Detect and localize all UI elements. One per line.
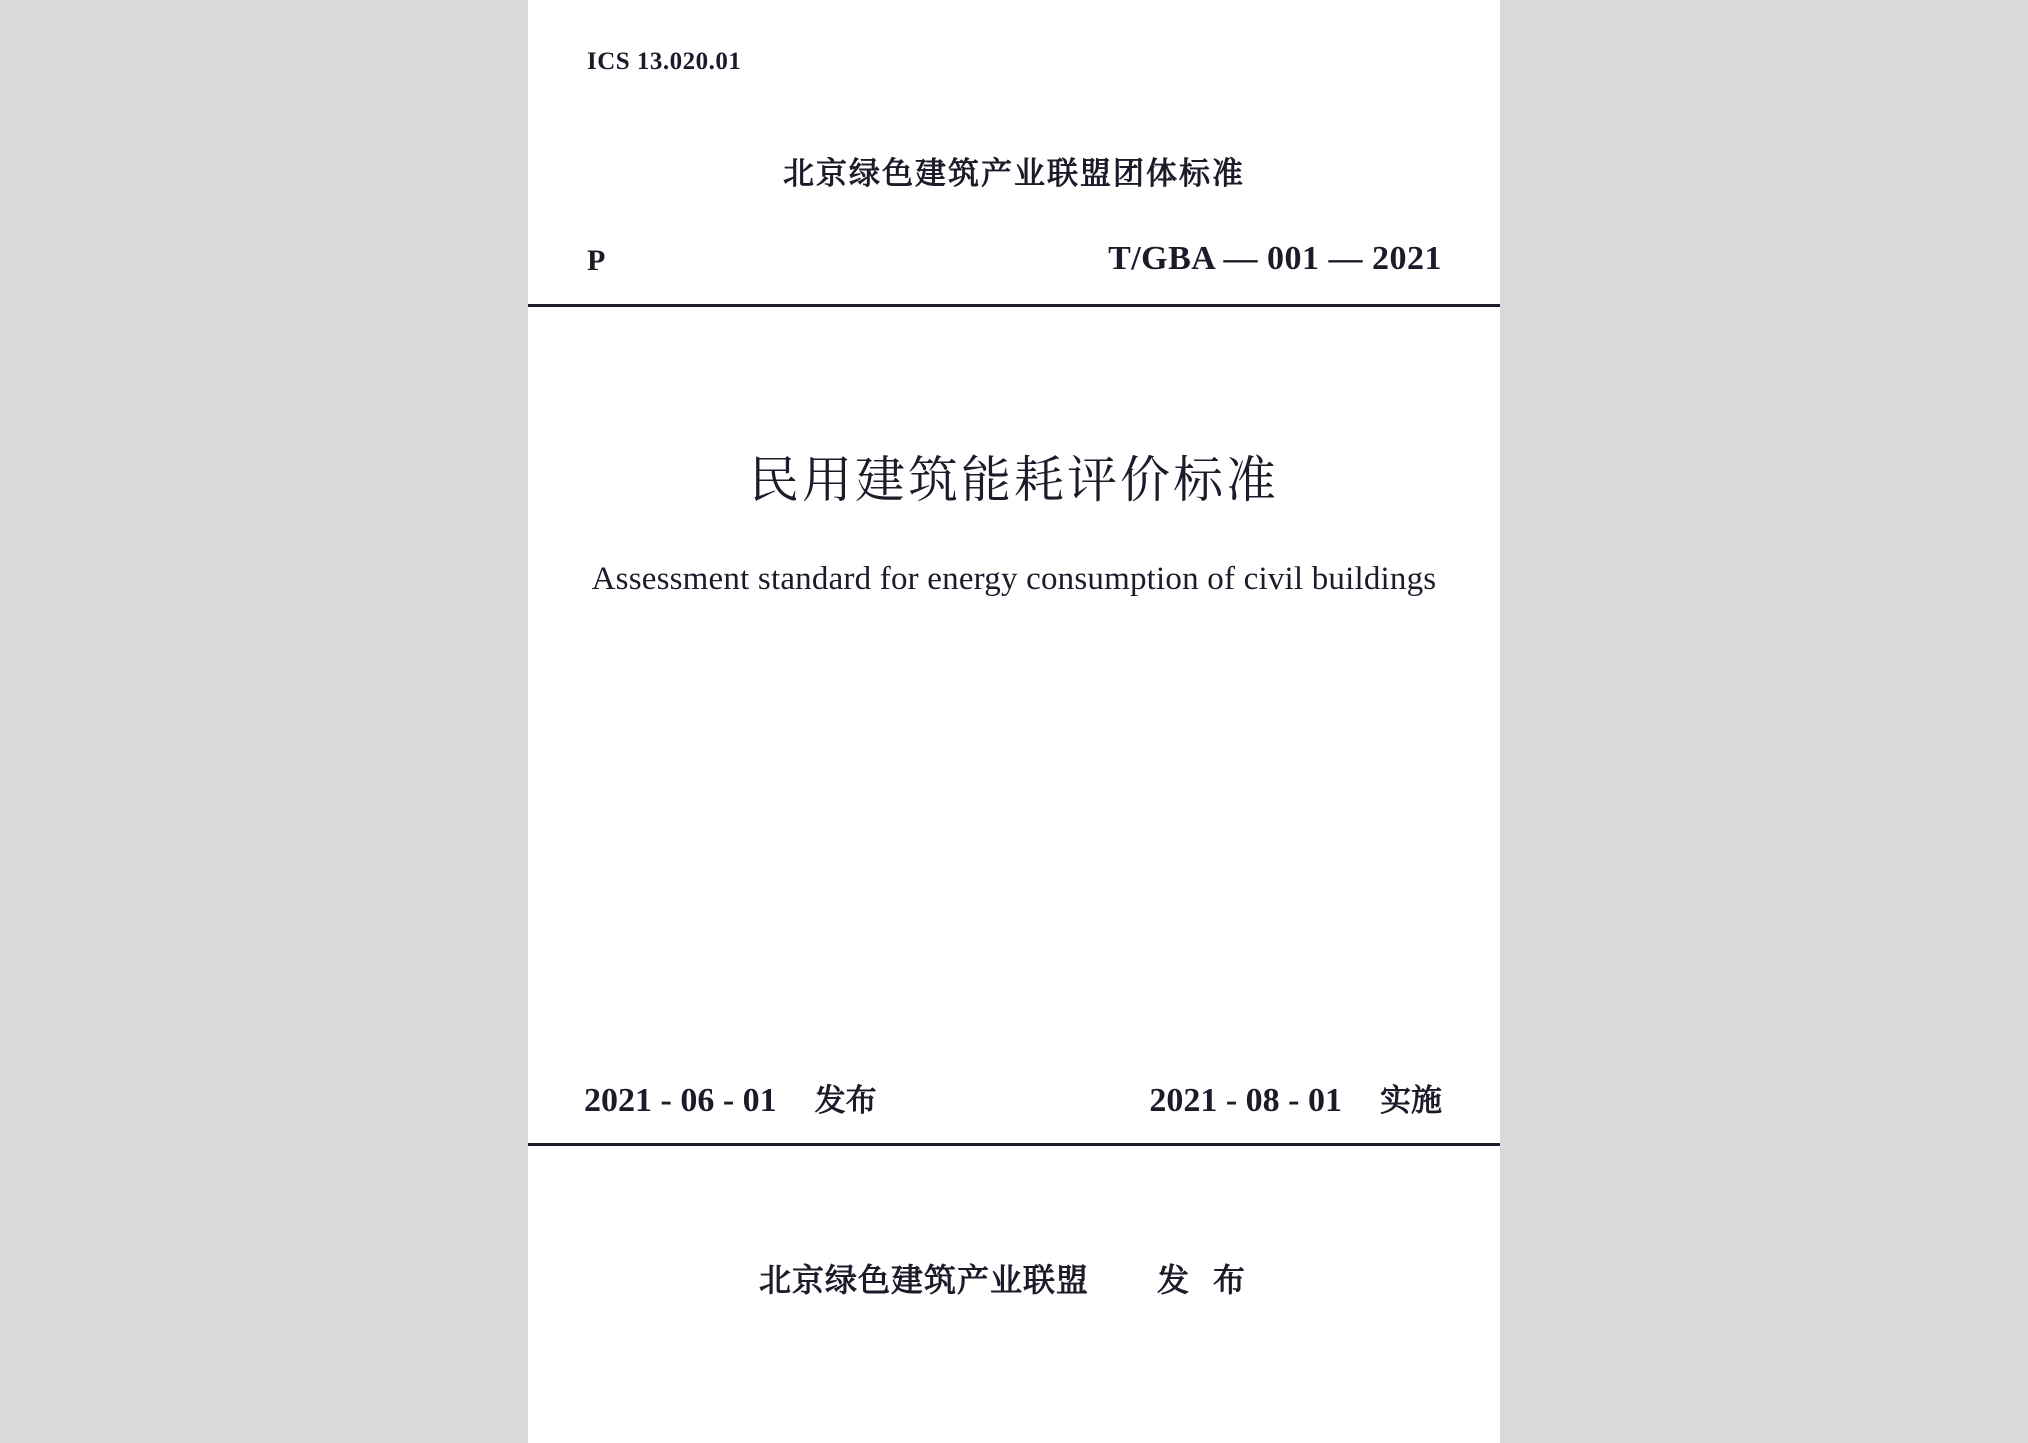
standard-number: T/GBA — 001 — 2021 <box>1108 240 1442 277</box>
publisher-name: 北京绿色建筑产业联盟 <box>758 1261 1089 1299</box>
top-divider <box>528 304 1500 307</box>
release-date-block <box>584 1075 877 1120</box>
title-english: Assessment standard for energy consumption of civil buildings <box>591 561 1437 597</box>
publisher-line <box>528 1255 1500 1301</box>
org-header: 北京绿色建筑产业联盟团体标准 <box>783 156 1245 192</box>
classification-code: P <box>587 244 606 277</box>
title-chinese: 民用建筑能耗评价标准 <box>749 451 1279 509</box>
implement-date-block <box>1149 1075 1442 1120</box>
bottom-divider <box>528 1143 1500 1146</box>
document-page <box>528 0 1500 1443</box>
ics-code: ICS 13.020.01 <box>587 48 742 75</box>
implement-date: 2021 - 08 - 01 <box>1149 1082 1342 1119</box>
release-verb: 发布 <box>814 1083 877 1119</box>
implement-verb: 实施 <box>1380 1083 1442 1119</box>
release-date: 2021 - 06 - 01 <box>584 1082 777 1119</box>
publisher-verb: 发布 <box>1157 1261 1270 1299</box>
